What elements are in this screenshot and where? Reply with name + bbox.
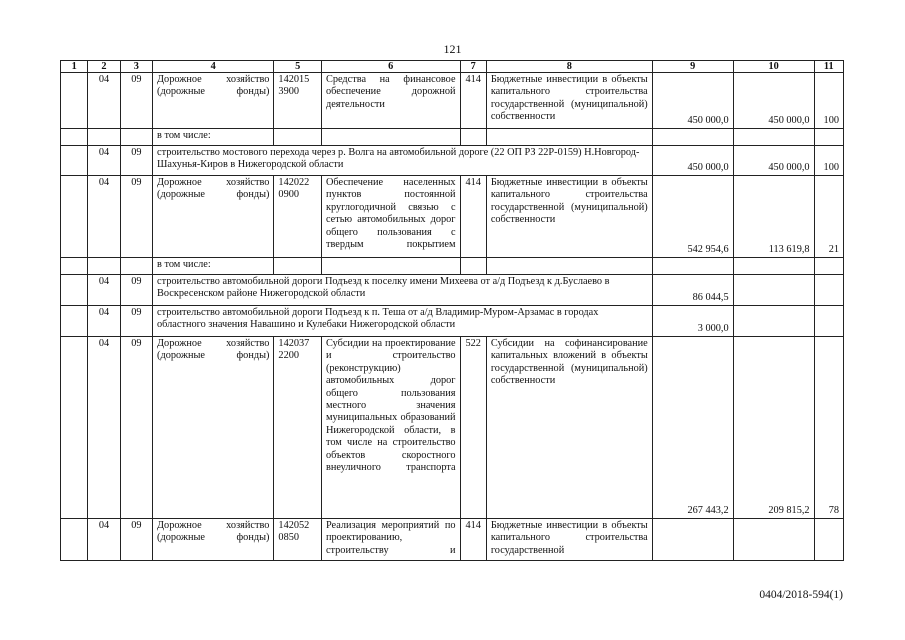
cell-value-1: 3 000,0 xyxy=(652,306,733,337)
cell-value-2: 113 619,8 xyxy=(733,176,814,258)
cell-subsection: 09 xyxy=(120,176,152,258)
cell-expense-type: Бюджетные инвестиции в объекты капитального строительства государственной xyxy=(486,519,652,561)
header-cell: 2 xyxy=(88,61,120,73)
cell-code xyxy=(274,129,322,146)
cell-expense-type: Бюджетные инвестиции в объекты капитального строительства государственной (муниципальной) собственности xyxy=(486,176,652,258)
cell-section: 04 xyxy=(88,176,120,258)
cell-value-1: 450 000,0 xyxy=(652,146,733,176)
cell-section: 04 xyxy=(88,306,120,337)
cell-value-2: 450 000,0 xyxy=(733,146,814,176)
header-cell: 3 xyxy=(120,61,152,73)
cell-code: 142022 0900 xyxy=(274,176,322,258)
cell-description: Реализация мероприятий по проектированию, строительству и xyxy=(321,519,460,561)
cell-section xyxy=(88,129,120,146)
table-row xyxy=(61,258,844,275)
header-cell: 5 xyxy=(274,61,322,73)
table-row xyxy=(61,129,844,146)
cell-section: 04 xyxy=(88,275,120,306)
cell-object-name: строительство мостового перехода через р. Волга на автомобильной дороге (22 ОП РЗ 22Р-0159) Н.Новгород-Шахунья-Киров в Нижегородской области xyxy=(153,146,653,176)
cell-percent: 78 xyxy=(814,337,843,519)
cell-value-2 xyxy=(733,519,814,561)
table-row xyxy=(61,306,844,337)
cell-subsection: 09 xyxy=(120,275,152,306)
table-row xyxy=(61,146,844,176)
cell-subsection: 09 xyxy=(120,306,152,337)
cell-type: 414 xyxy=(460,73,486,129)
table-row xyxy=(61,337,844,519)
cell-col1 xyxy=(61,258,88,275)
cell-value-2: 209 815,2 xyxy=(733,337,814,519)
cell-value-1: 450 000,0 xyxy=(652,73,733,129)
page-number: 121 xyxy=(443,42,462,56)
table-header-row xyxy=(61,61,844,73)
cell-subsection xyxy=(120,258,152,275)
cell-subsection: 09 xyxy=(120,337,152,519)
cell-percent xyxy=(814,306,843,337)
cell-type xyxy=(460,129,486,146)
document-code: 0404/2018-594(1) xyxy=(759,589,843,601)
cell-name: Дорожное хозяйство (дорожные фонды) xyxy=(153,176,274,258)
cell-subsection: 09 xyxy=(120,519,152,561)
cell-description: Средства на финансовое обеспечение дорожной деятельности xyxy=(321,73,460,129)
table-row xyxy=(61,275,844,306)
cell-value-1: 542 954,6 xyxy=(652,176,733,258)
cell-percent xyxy=(814,519,843,561)
cell-code: 142015 3900 xyxy=(274,73,322,129)
cell-col1 xyxy=(61,306,88,337)
cell-description: Обеспечение населенных пунктов постоянной круглогодичной связью с сетью автомобильных дорог общего пользования с твердым покрытием xyxy=(321,176,460,258)
cell-description xyxy=(321,129,460,146)
budget-table xyxy=(60,60,844,561)
cell-description: Субсидии на проектирование и строительство (реконструкцию) автомобильных дорог общего пользования местного значения муниципальных образований Нижегородской области, в том числе на строительство объектов скоростного внеуличного транспорта xyxy=(321,337,460,519)
cell-name: Дорожное хозяйство (дорожные фонды) xyxy=(153,519,274,561)
cell-code xyxy=(274,258,322,275)
table-row xyxy=(61,519,844,561)
cell-object-name: строительство автомобильной дороги Подъезд к поселку имени Михеева от а/д Подъезд к д.Буслаево в Воскресенском районе Нижегородской области xyxy=(153,275,653,306)
cell-code: 142052 0850 xyxy=(274,519,322,561)
cell-type xyxy=(460,258,486,275)
cell-percent: 100 xyxy=(814,146,843,176)
cell-col1 xyxy=(61,176,88,258)
cell-value-2: 450 000,0 xyxy=(733,73,814,129)
header-cell: 1 xyxy=(61,61,88,73)
cell-value-2 xyxy=(733,275,814,306)
header-cell: 4 xyxy=(153,61,274,73)
header-cell: 8 xyxy=(486,61,652,73)
cell-description xyxy=(321,258,460,275)
cell-value-2 xyxy=(733,129,814,146)
table-row xyxy=(61,176,844,258)
cell-percent xyxy=(814,129,843,146)
cell-percent xyxy=(814,275,843,306)
cell-name: в том числе: xyxy=(153,129,274,146)
header-cell: 6 xyxy=(321,61,460,73)
cell-value-1: 86 044,5 xyxy=(652,275,733,306)
cell-section: 04 xyxy=(88,337,120,519)
cell-expense-type xyxy=(486,129,652,146)
cell-type: 414 xyxy=(460,519,486,561)
cell-col1 xyxy=(61,73,88,129)
cell-value-1 xyxy=(652,129,733,146)
cell-section xyxy=(88,258,120,275)
header-cell: 11 xyxy=(814,61,843,73)
cell-section: 04 xyxy=(88,146,120,176)
cell-value-1 xyxy=(652,519,733,561)
cell-value-2 xyxy=(733,306,814,337)
cell-code: 142037 2200 xyxy=(274,337,322,519)
cell-object-name: строительство автомобильной дороги Подъезд к п. Теша от а/д Владимир-Муром-Арзамас в городах областного значения Навашино и Кулебаки Нижегородской области xyxy=(153,306,653,337)
cell-expense-type xyxy=(486,258,652,275)
cell-value-2 xyxy=(733,258,814,275)
header-cell: 9 xyxy=(652,61,733,73)
cell-col1 xyxy=(61,129,88,146)
cell-type: 522 xyxy=(460,337,486,519)
cell-value-1 xyxy=(652,258,733,275)
table-row xyxy=(61,73,844,129)
cell-expense-type: Бюджетные инвестиции в объекты капитального строительства государственной (муниципальной) собственности xyxy=(486,73,652,129)
cell-value-1: 267 443,2 xyxy=(652,337,733,519)
cell-subsection: 09 xyxy=(120,73,152,129)
cell-subsection: 09 xyxy=(120,146,152,176)
cell-col1 xyxy=(61,146,88,176)
cell-col1 xyxy=(61,275,88,306)
cell-percent: 21 xyxy=(814,176,843,258)
cell-expense-type: Субсидии на софинансирование капитальных вложений в объекты государственной (муниципальной) собственности xyxy=(486,337,652,519)
cell-percent xyxy=(814,258,843,275)
cell-section: 04 xyxy=(88,73,120,129)
cell-col1 xyxy=(61,519,88,561)
cell-name: Дорожное хозяйство (дорожные фонды) xyxy=(153,73,274,129)
cell-subsection xyxy=(120,129,152,146)
cell-percent: 100 xyxy=(814,73,843,129)
cell-name: Дорожное хозяйство (дорожные фонды) xyxy=(153,337,274,519)
cell-type: 414 xyxy=(460,176,486,258)
cell-section: 04 xyxy=(88,519,120,561)
header-cell: 10 xyxy=(733,61,814,73)
header-cell: 7 xyxy=(460,61,486,73)
cell-name: в том числе: xyxy=(153,258,274,275)
cell-col1 xyxy=(61,337,88,519)
